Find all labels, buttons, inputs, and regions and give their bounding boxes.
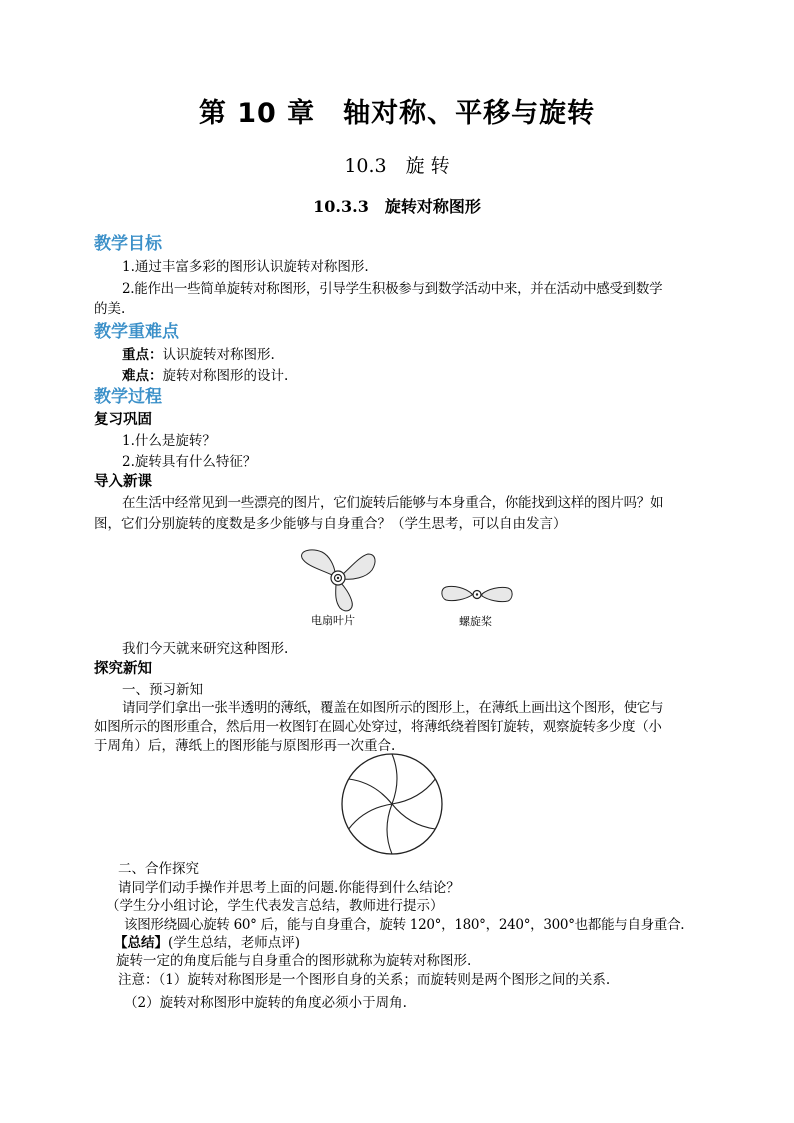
summary-text: 旋转一定的角度后能与自身重合的图形就称为旋转对称图形. xyxy=(116,953,472,969)
focus-label: 重点： xyxy=(122,347,163,363)
summary-line xyxy=(114,934,300,952)
intro-line-2: 图，它们分别旋转的度数是多少能够与自身重合？（学生思考，可以自由发言） xyxy=(94,516,567,532)
fan-blade-figure xyxy=(298,548,378,614)
focus-text: 认识旋转对称图形. xyxy=(162,347,275,363)
propeller-caption: 螺旋桨 xyxy=(459,615,492,628)
difficulty-line xyxy=(122,367,288,385)
rotational-symmetry-figure xyxy=(340,752,444,856)
part1-line-2: 如图所示的图形重合，然后用一枚图钉在圆心处穿过，将薄纸绕着图钉旋转，观察旋转多少度（小 xyxy=(94,719,662,735)
summary-label: 【总结】 xyxy=(114,935,168,951)
chapter-title: 第 10 章 轴对称、平移与旋转 xyxy=(198,98,596,129)
review-question-1: 1.什么是旋转？ xyxy=(122,433,216,449)
explore-heading: 探究新知 xyxy=(94,661,152,677)
part2-line-1: 请同学们动手操作并思考上面的问题.你能得到什么结论？ xyxy=(118,880,460,896)
propeller-figure xyxy=(440,582,514,608)
difficulty-label: 难点： xyxy=(122,368,163,384)
key-points-heading: 教学重难点 xyxy=(94,322,179,342)
review-heading: 复习巩固 xyxy=(94,412,152,428)
intro-line-1: 在生活中经常见到一些漂亮的图片，它们旋转后能够与本身重合，你能找到这样的图片吗？如 xyxy=(122,495,664,511)
part1-line-3: 于周角）后，薄纸上的图形能与原图形再一次重合. xyxy=(94,738,396,754)
part1-line-1: 请同学们拿出一张半透明的薄纸，覆盖在如图所示的图形上，在薄纸上画出这个图形，使它与 xyxy=(122,700,664,716)
goal-item-1: 1.通过丰富多彩的图形认识旋转对称图形. xyxy=(122,259,369,275)
goals-heading: 教学目标 xyxy=(94,234,162,254)
goal-item-2-line-1: 2.能作出一些简单旋转对称图形，引导学生积极参与到数学活动中来，并在活动中感受到数学 xyxy=(122,281,663,297)
review-question-2: 2.旋转具有什么特征？ xyxy=(122,454,257,470)
part1-title: 一、预习新知 xyxy=(122,682,203,698)
summary-note: (学生总结，老师点评) xyxy=(168,935,301,951)
note-1: 注意：（1）旋转对称图形是一个图形自身的关系；而旋转则是两个图形之间的关系. xyxy=(118,972,611,988)
intro-heading: 导入新课 xyxy=(94,474,152,490)
fan-caption: 电扇叶片 xyxy=(311,614,355,627)
section-title: 10.3 旋 转 xyxy=(344,155,450,177)
difficulty-text: 旋转对称图形的设计. xyxy=(162,368,289,384)
focus-line xyxy=(122,346,275,364)
part2-line-3: 该图形绕圆心旋转 60° 后，能与自身重合，旋转 120°，180°，240°，300°也都能与自身重合. xyxy=(124,917,685,933)
process-heading: 教学过程 xyxy=(94,387,162,407)
note-2: （2）旋转对称图形中旋转的角度必须小于周角. xyxy=(124,995,407,1011)
intro-closing: 我们今天就来研究这种图形. xyxy=(122,641,289,657)
goal-item-2-line-2: 的美. xyxy=(94,301,126,317)
part2-line-2: （学生分小组讨论，学生代表发言总结，教师进行提示） xyxy=(106,898,444,914)
subsection-title: 10.3.3 旋转对称图形 xyxy=(313,197,481,216)
part2-title: 二、合作探究 xyxy=(118,861,199,877)
